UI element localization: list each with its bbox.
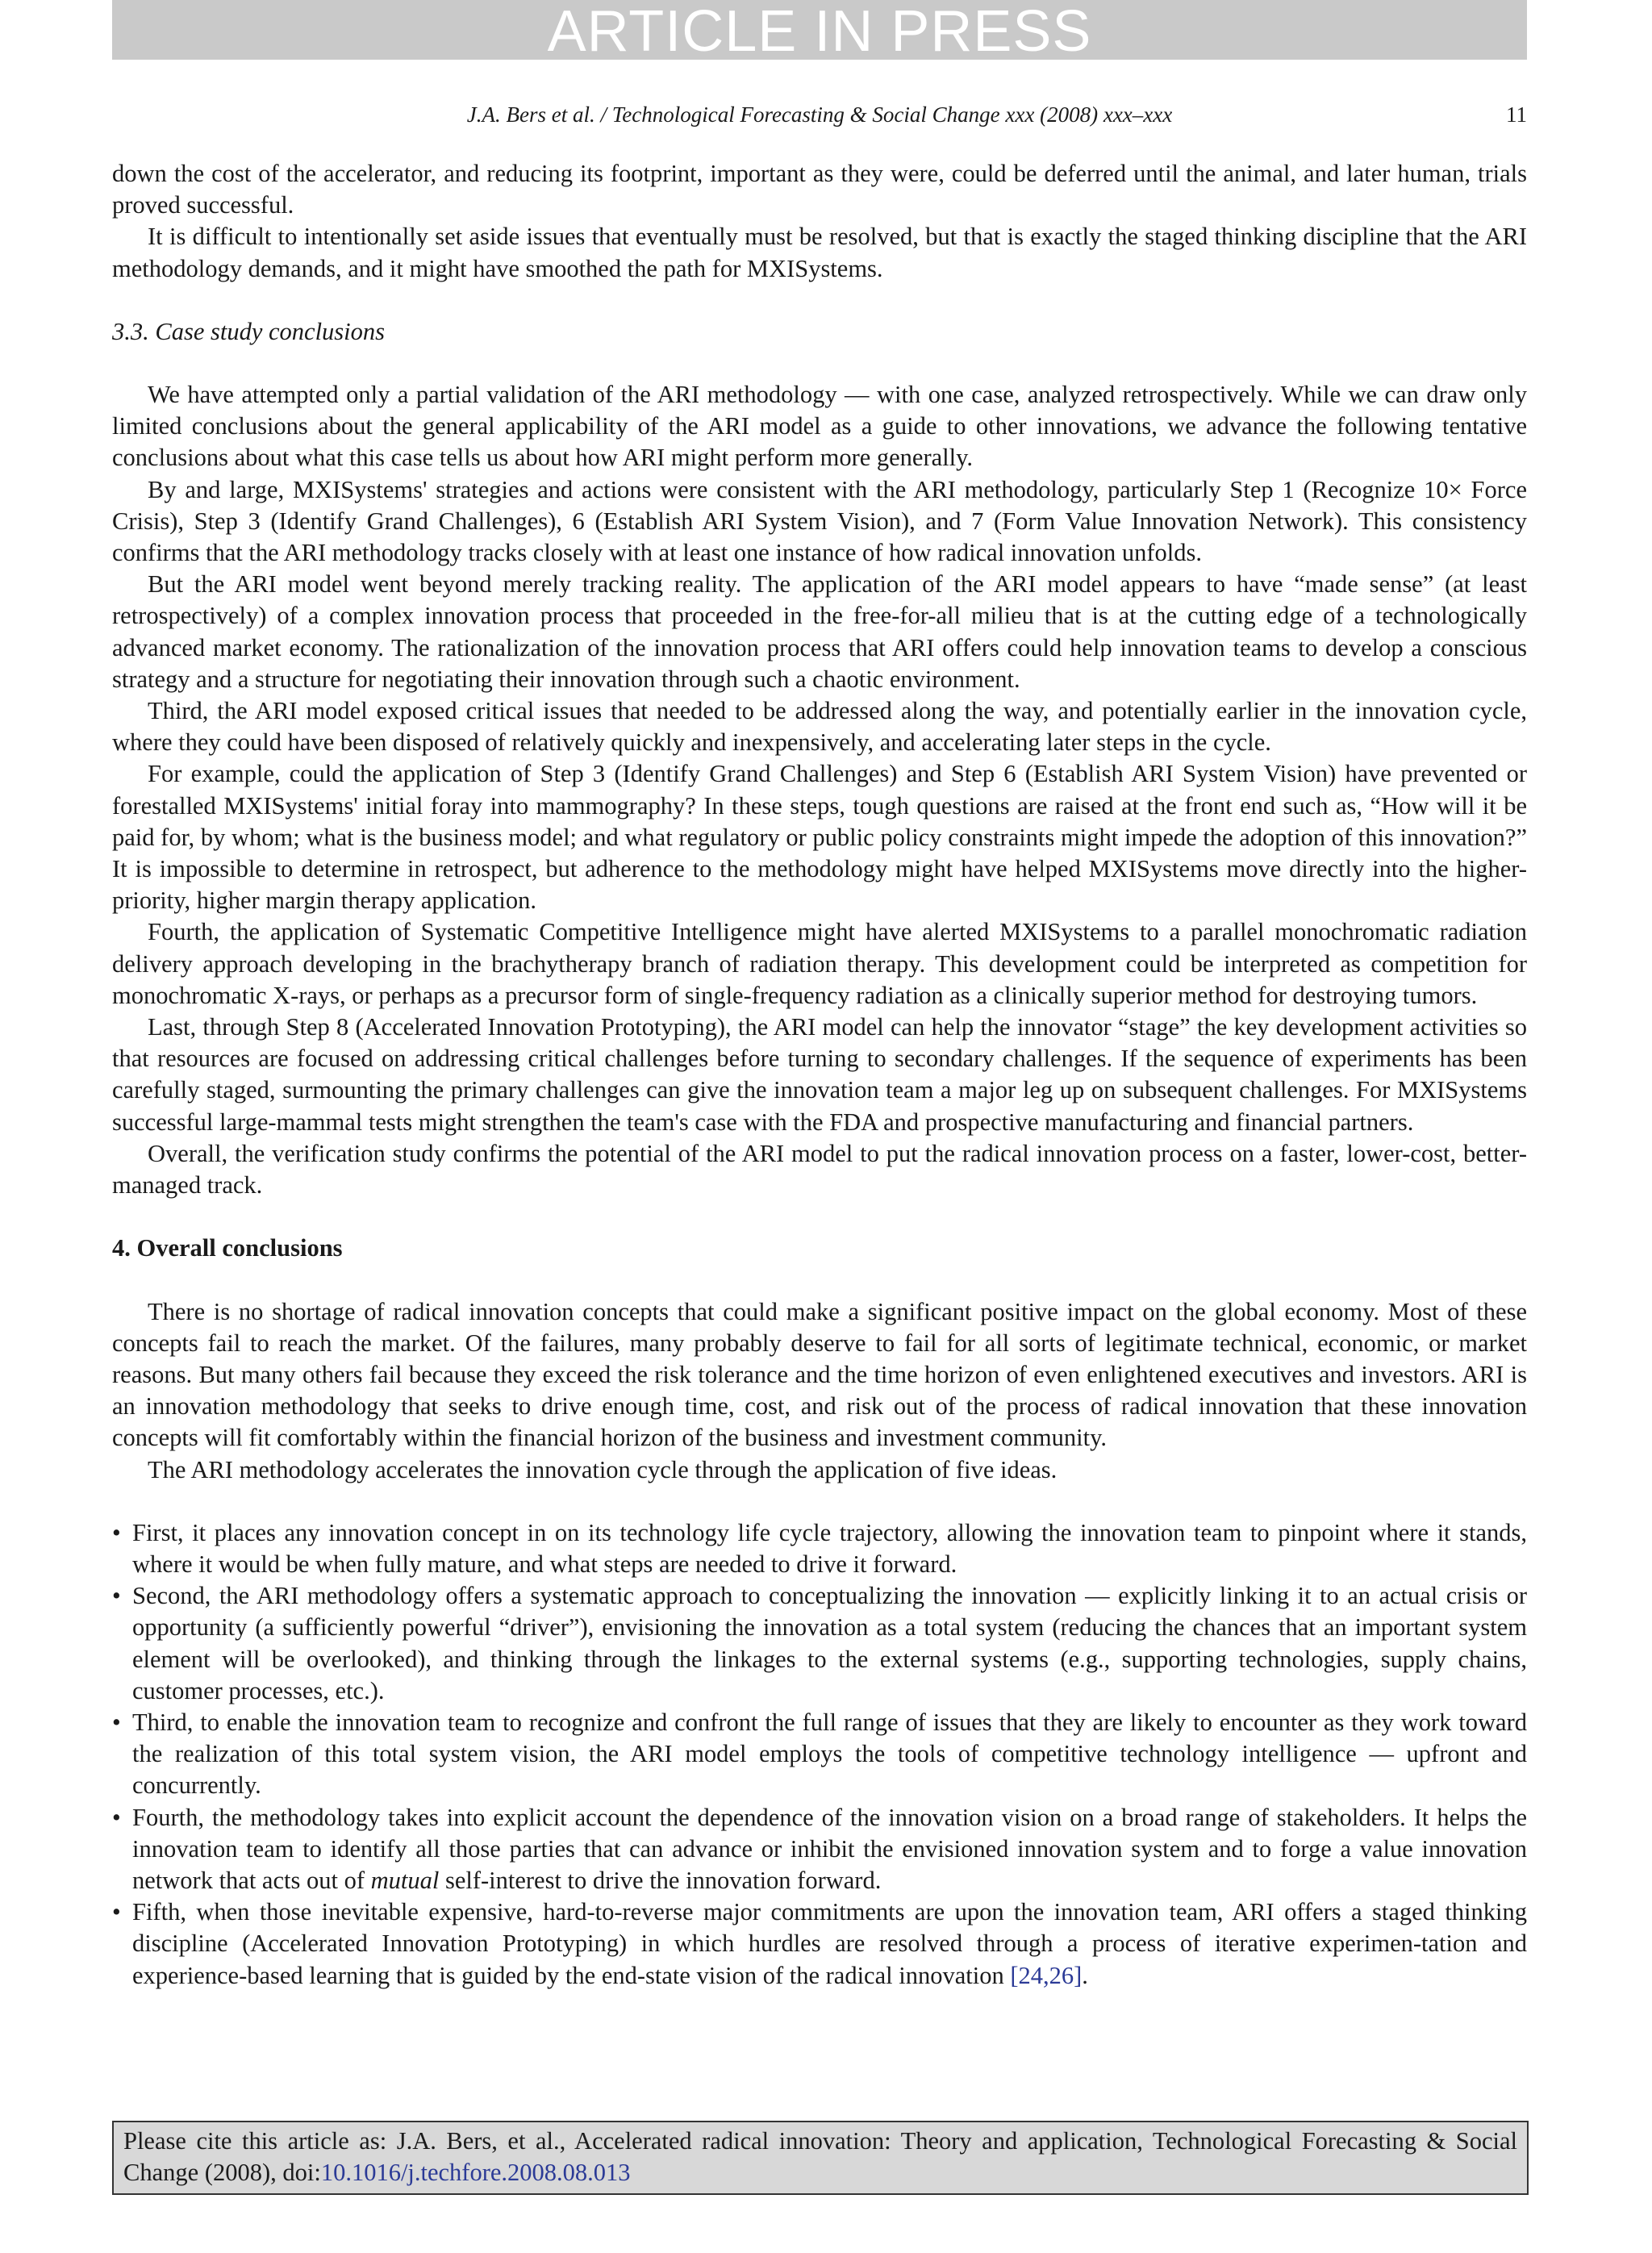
list-item-text: . bbox=[1082, 1961, 1088, 1989]
article-in-press-banner: ARTICLE IN PRESS bbox=[112, 0, 1527, 60]
article-body bbox=[112, 158, 1527, 1992]
list-item-text: First, it places any innovation concept in on its technology life cycle trajectory, allowing the innovation team to pinpoint where it stands, where it would be when fully mature, and what steps are needed to drive it forward. bbox=[132, 1518, 1527, 1578]
citation-text: Please cite this article as: J.A. Bers, et al., Accelerated radical innovation: Theory and application, Technological Forecasting & Social Change (2008), doi: bbox=[123, 2127, 1517, 2186]
bullet-icon: • bbox=[112, 1708, 121, 1736]
body-paragraph: Fourth, the application of Systematic Competitive Intelligence might have alerted MXISystems to a parallel monochromatic radiation delivery approach developing in the brachytherapy branch of radiation therapy. This development could be interpreted as competition for monochromatic X-rays, or perhaps as a precursor form of single-frequency radiation as a clinically superior method for destroying tumors. bbox=[112, 918, 1527, 1009]
body-paragraph: By and large, MXISystems' strategies and actions were consistent with the ARI methodology, particularly Step 1 (Recognize 10× Force Crisis), Step 3 (Identify Grand Challenges), 6 (Establish ARI System Vision), and 7 (Form Value Innovation Network). This consistency confirms that the ARI methodology tracks closely with at least one instance of how radical innovation unfolds. bbox=[112, 475, 1527, 567]
list-item-text: Fourth, the methodology takes into explicit account the dependence of the innovation vision on a broad range of stakeholders. It helps the innovation team to identify all those parties that can advance or inhibit the envisioned innovation system and to forge a value innovation network that acts out of bbox=[132, 1803, 1527, 1894]
citation-box bbox=[112, 2121, 1529, 2195]
list-item bbox=[112, 1580, 1527, 1707]
emphasis-text: mutual bbox=[370, 1866, 440, 1894]
body-paragraph: For example, could the application of Step 3 (Identify Grand Challenges) and Step 6 (Establish ARI System Vision) have prevented or forestalled MXISystems' initial foray into mammography? In these steps, tough questions are raised at the front end such as, “How will it be paid for, by whom; what is the business model; and what regulatory or public policy constraints might impede the adoption of this innovation?” It is impossible to determine in retrospect, but adherence to the methodology might have helped MXISystems move directly into the higher-priority, higher margin therapy application. bbox=[112, 760, 1527, 915]
list-item bbox=[112, 1802, 1527, 1897]
running-head: J.A. Bers et al. / Technological Forecasting & Social Change xxx (2008) xxx–xxx bbox=[466, 102, 1173, 127]
page-number: 11 bbox=[1506, 102, 1527, 127]
bullet-icon: • bbox=[112, 1518, 121, 1546]
list-item-text: Fifth, when those inevitable expensive, hard-to-reverse major commitments are upon the innovation team, ARI offers a staged thinking discipline (Accelerated Innovation Prototyping) in which hurdles are resolved through a process of iterative experimen-tation and experience-based learning that is guided by the end-state vision of the radical innovation bbox=[132, 1898, 1527, 1989]
list-item-text: Third, to enable the innovation team to recognize and confront the full range of issues that they are likely to encounter as they work toward the realization of this total system vision, the ARI model employs the tools of competitive technology intelligence — upfront and concurrently. bbox=[132, 1708, 1527, 1800]
body-paragraph: Third, the ARI model exposed critical issues that needed to be addressed along the way, and potentially earlier in the innovation cycle, where they could have been disposed of relatively quickly and inexpensively, and accelerating later steps in the cycle. bbox=[112, 697, 1527, 757]
list-item bbox=[112, 1707, 1527, 1802]
body-paragraph: down the cost of the accelerator, and reducing its footprint, important as they were, could be deferred until the animal, and later human, trials proved successful. bbox=[112, 160, 1527, 219]
body-paragraph: We have attempted only a partial validation of the ARI methodology — with one case, analyzed retrospectively. While we can draw only limited conclusions about the general applicability of the ARI model as a guide to other innovations, we advance the following tentative conclusions about what this case tells us about how ARI might perform more generally. bbox=[112, 381, 1527, 472]
body-paragraph: But the ARI model went beyond merely tracking reality. The application of the ARI model appears to have “made sense” (at least retrospectively) of a complex innovation process that proceeded in the free-for-all milieu that is at the cutting edge of a technologically advanced market economy. The rationalization of the innovation process that ARI offers could help innovation teams to develop a conscious strategy and a structure for negotiating their innovation through such a chaotic environment. bbox=[112, 570, 1527, 693]
body-paragraph: It is difficult to intentionally set aside issues that eventually must be resolved, but that is exactly the staged thinking discipline that the ARI methodology demands, and it might have smoothed the path for MXISystems. bbox=[112, 223, 1527, 282]
bullet-icon: • bbox=[112, 1803, 121, 1831]
body-paragraph: There is no shortage of radical innovation concepts that could make a significant positive impact on the global economy. Most of these concepts fail to reach the market. Of the failures, many probably deserve to fail for all sorts of legitimate technical, economic, or market reasons. But many others fail because they exceed the risk tolerance and the time horizon of even enlightened executives and investors. ARI is an innovation methodology that seeks to drive enough time, cost, and risk out of the process of radical innovation that these innovation concepts will fit comfortably within the financial horizon of the business and investment community. bbox=[112, 1297, 1527, 1452]
body-paragraph: Last, through Step 8 (Accelerated Innovation Prototyping), the ARI model can help the innovator “stage” the key development activities so that resources are focused on addressing critical challenges before turning to secondary challenges. If the sequence of experiments has been carefully staged, surmounting the primary challenges can give the innovation team a major leg up on subsequent challenges. For MXISystems successful large-mammal tests might strengthen the team's case with the FDA and prospective manufacturing and financial partners. bbox=[112, 1013, 1527, 1136]
list-item bbox=[112, 1896, 1527, 1992]
list-item bbox=[112, 1517, 1527, 1580]
doi-link[interactable]: 10.1016/j.techfore.2008.08.013 bbox=[320, 2159, 631, 2186]
body-paragraph: Overall, the verification study confirms the potential of the ARI model to put the radical innovation process on a faster, lower-cost, better-managed track. bbox=[112, 1139, 1527, 1200]
bullet-icon: • bbox=[112, 1582, 121, 1610]
bullet-icon: • bbox=[112, 1898, 121, 1926]
subsection-heading: 3.3. Case study conclusions bbox=[112, 317, 386, 345]
body-paragraph: The ARI methodology accelerates the innovation cycle through the application of five ideas. bbox=[148, 1455, 1058, 1483]
list-item-text: self-interest to drive the innovation forward. bbox=[439, 1866, 882, 1894]
reference-link[interactable]: [24,26] bbox=[1010, 1961, 1083, 1989]
section-heading: 4. Overall conclusions bbox=[112, 1234, 343, 1262]
ideas-list bbox=[112, 1517, 1527, 1992]
list-item-text: Second, the ARI methodology offers a systematic approach to conceptualizing the innovation — explicitly linking it to an actual crisis or opportunity (a sufficiently powerful “driver”), envisioning the innovation as a total system (reducing the chances that an important system element will be overlooked), and thinking through the linkages to the external systems (e.g., supporting technologies, supply chains, customer processes, etc.). bbox=[132, 1582, 1527, 1704]
